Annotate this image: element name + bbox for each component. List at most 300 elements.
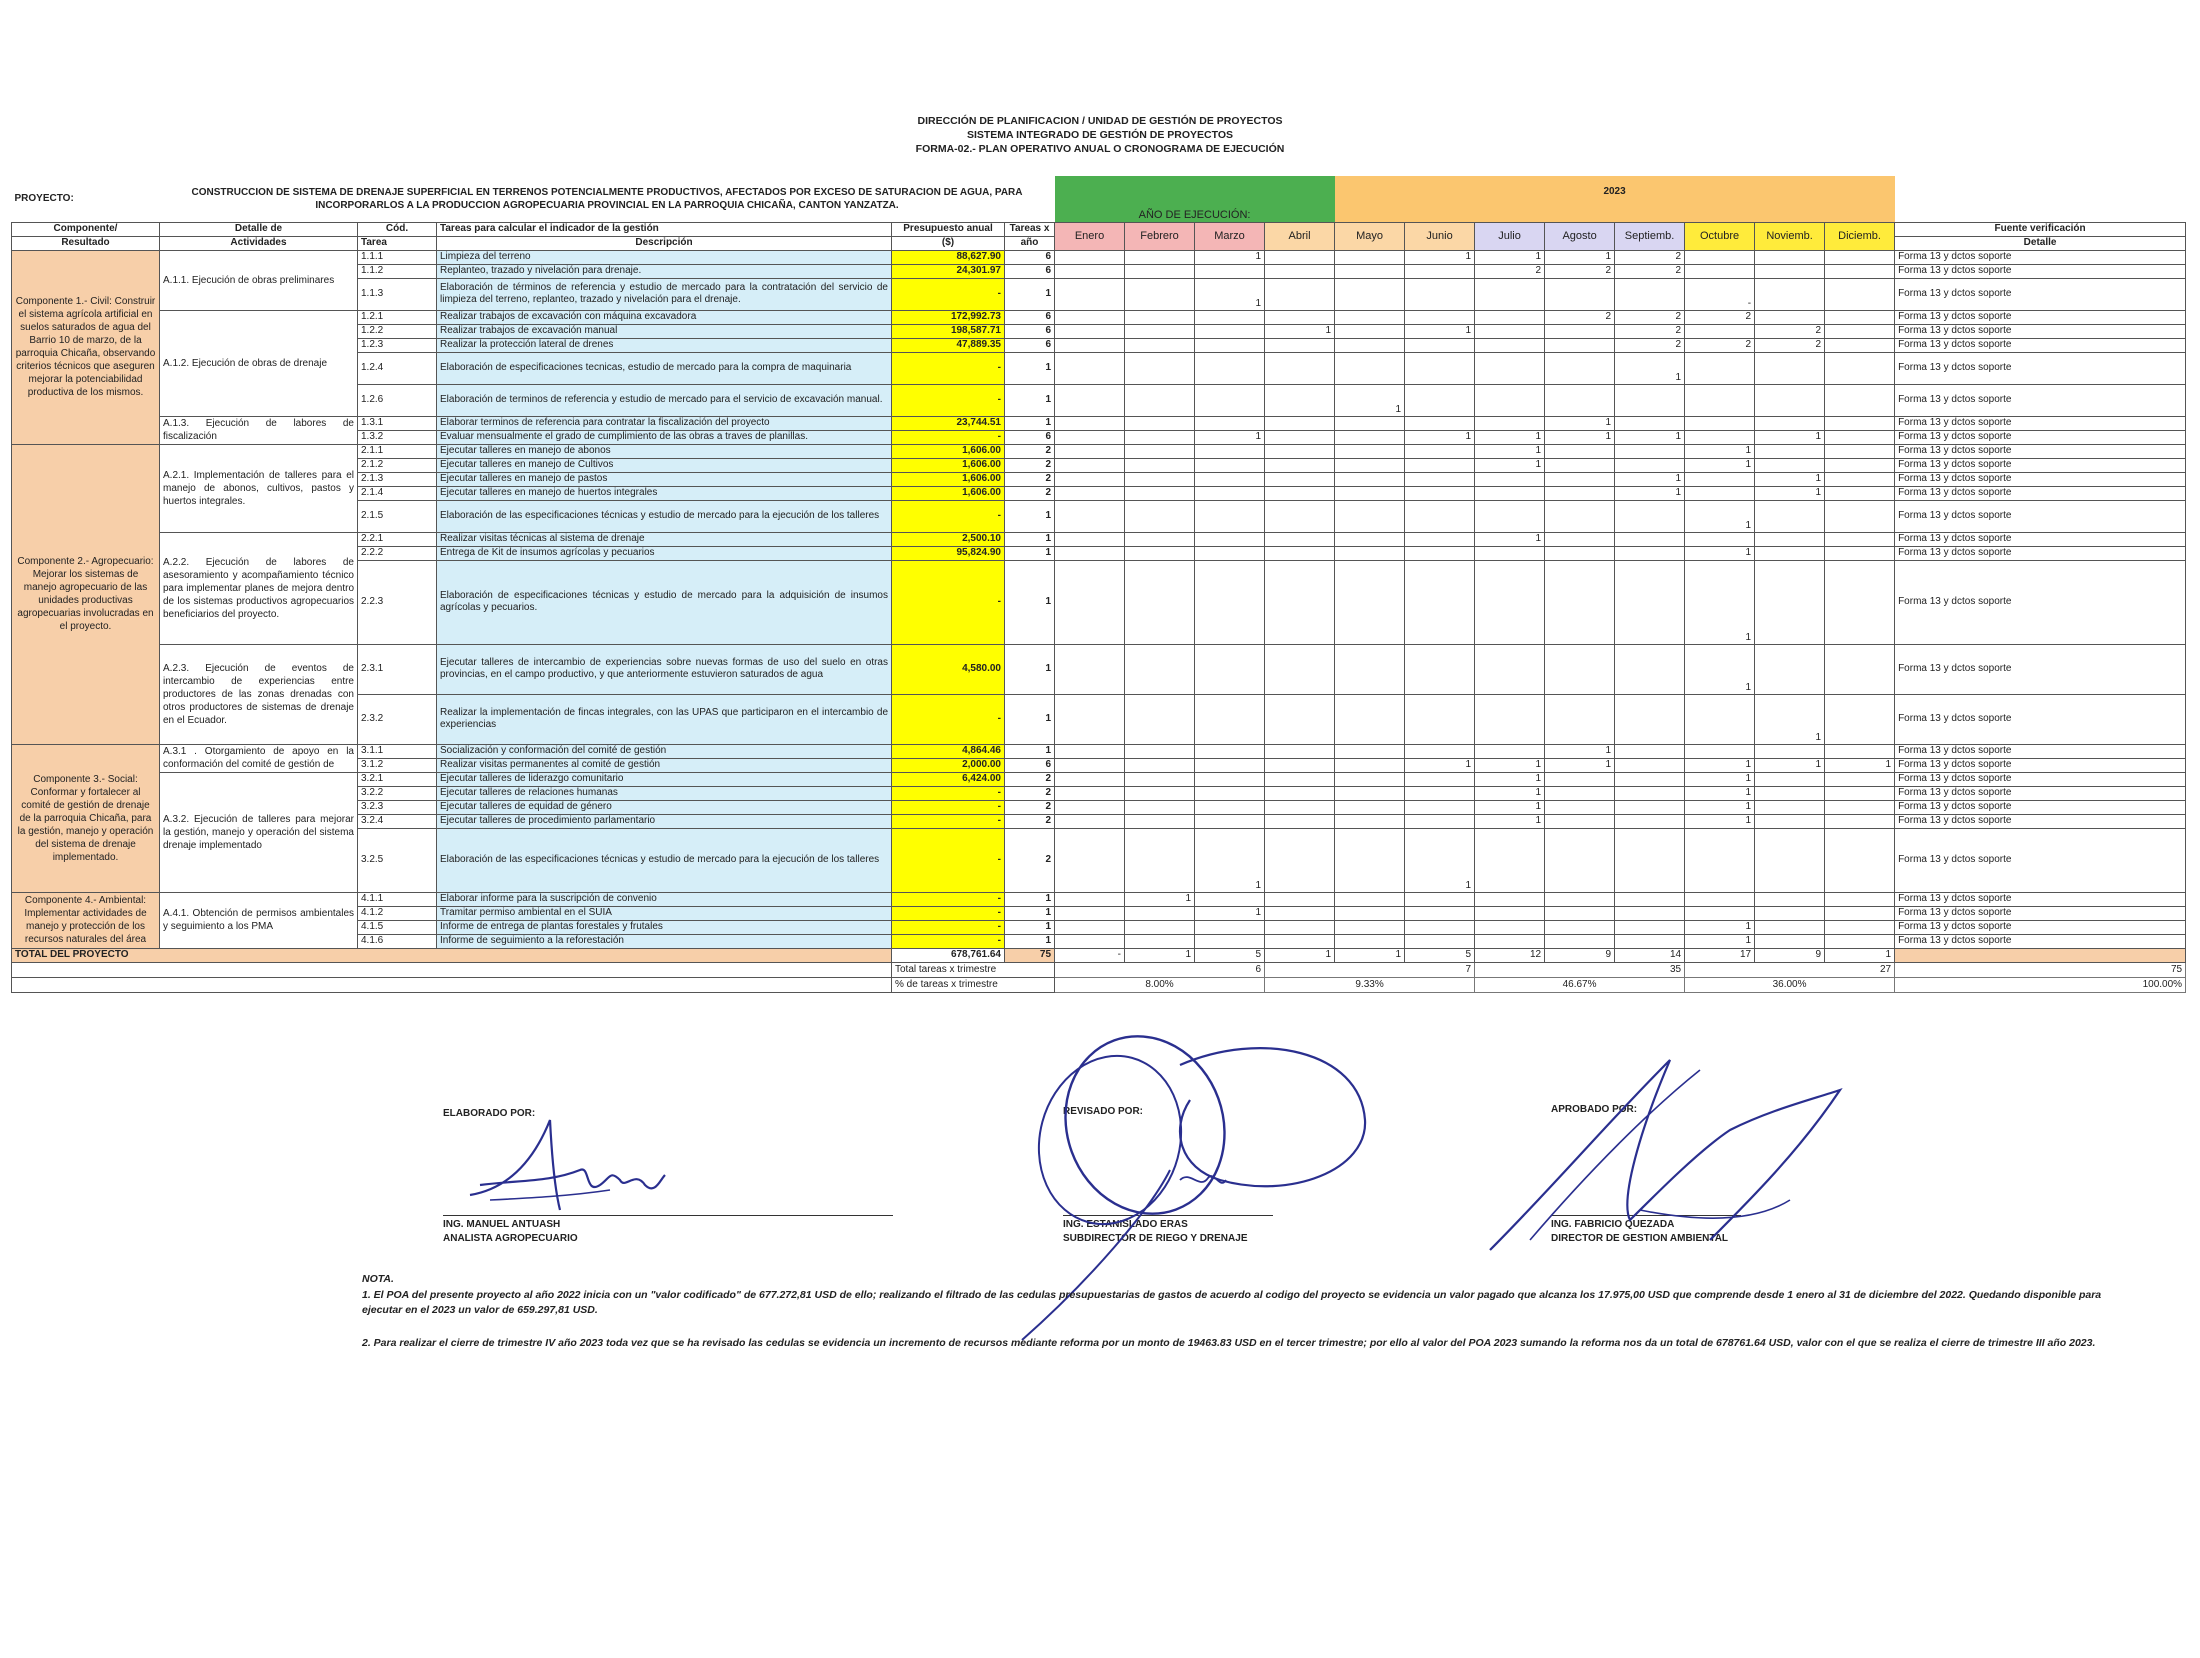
verification-source: Forma 13 y dctos soporte <box>1895 486 2186 500</box>
total-row <box>12 948 2186 962</box>
month-value <box>1475 352 1545 384</box>
month-value <box>1545 694 1615 744</box>
month-value <box>1685 486 1755 500</box>
month-value <box>1825 560 1895 644</box>
month-value <box>1125 250 1195 264</box>
verification-source: Forma 13 y dctos soporte <box>1895 800 2186 814</box>
verification-source: Forma 13 y dctos soporte <box>1895 694 2186 744</box>
month-value: 1 <box>1615 352 1685 384</box>
month-value <box>1615 500 1685 532</box>
month-value <box>1125 324 1195 338</box>
month-value <box>1195 264 1265 278</box>
month-value <box>1125 744 1195 758</box>
month-value <box>1265 444 1335 458</box>
task-budget: 4,580.00 <box>892 644 1005 694</box>
task-description: Informe de seguimiento a la reforestación <box>437 934 892 948</box>
month-value <box>1125 500 1195 532</box>
month-value <box>1825 486 1895 500</box>
task-code: 3.2.1 <box>358 772 437 786</box>
month-value: 2 <box>1685 310 1755 324</box>
month-value <box>1265 744 1335 758</box>
month-value: 1 <box>1475 758 1545 772</box>
month-value <box>1405 416 1475 430</box>
verification-source: Forma 13 y dctos soporte <box>1895 546 2186 560</box>
month-value <box>1825 934 1895 948</box>
table-row <box>12 644 2186 694</box>
month-value <box>1055 444 1125 458</box>
task-budget: 1,606.00 <box>892 472 1005 486</box>
month-value: 1 <box>1685 920 1755 934</box>
task-count: 1 <box>1005 892 1055 906</box>
task-description: Elaboración de términos de referencia y estudio de mercado para la contratación del servicio de limpieza del terreno, replanteo, trazado y nivelación para el drenaje. <box>437 278 892 310</box>
activity-cell: A.2.3. Ejecución de eventos de intercambio de experiencias entre productores de las zonas drenadas con otros productores de sistemas de drenaje en el Ecuador. <box>160 644 358 744</box>
signature-scrawl-aprobado <box>1470 1050 1890 1260</box>
task-count: 1 <box>1005 934 1055 948</box>
total-month-value: 9 <box>1755 948 1825 962</box>
month-value <box>1475 906 1545 920</box>
year-value: 2023 <box>1335 176 1895 222</box>
month-abril: Abril <box>1265 222 1335 250</box>
total-source-empty <box>1895 948 2186 962</box>
verification-source: Forma 13 y dctos soporte <box>1895 934 2186 948</box>
month-value <box>1825 800 1895 814</box>
month-value: 1 <box>1685 444 1755 458</box>
month-value <box>1055 352 1125 384</box>
month-value <box>1545 828 1615 892</box>
task-count: 2 <box>1005 786 1055 800</box>
month-value <box>1195 352 1265 384</box>
month-value <box>1265 264 1335 278</box>
month-value <box>1055 250 1125 264</box>
month-value: 1 <box>1545 250 1615 264</box>
month-value <box>1055 278 1125 310</box>
month-value <box>1825 814 1895 828</box>
total-month-value: 5 <box>1195 948 1265 962</box>
month-value <box>1265 906 1335 920</box>
month-value <box>1545 772 1615 786</box>
month-value <box>1755 500 1825 532</box>
verification-source: Forma 13 y dctos soporte <box>1895 772 2186 786</box>
task-count: 6 <box>1005 264 1055 278</box>
month-value <box>1405 906 1475 920</box>
verification-source: Forma 13 y dctos soporte <box>1895 458 2186 472</box>
month-value <box>1265 416 1335 430</box>
month-value <box>1615 458 1685 472</box>
task-code: 2.1.5 <box>358 500 437 532</box>
note-1: 1. El POA del presente proyecto al año 2022 inicia con un "valor codificado" de 677.272,81 USD de ello; realizando el filtrado de las cedulas presupuestarias de gastos de acuerdo al codigo del proyecto se evidencia un valor pagado que alcanza los 17.975,00 USD que comprende desde 1 enero al 31 de diciembre del 2022. Quedando disponible para ejecutar en el 2023 un valor de 659.297,81 USD. <box>362 1289 2102 1316</box>
month-value <box>1405 338 1475 352</box>
month-value: 1 <box>1475 444 1545 458</box>
month-value <box>1195 800 1265 814</box>
month-value <box>1265 644 1335 694</box>
month-value <box>1055 430 1125 444</box>
task-description: Ejecutar talleres de equidad de género <box>437 800 892 814</box>
month-value <box>1545 458 1615 472</box>
month-value <box>1405 800 1475 814</box>
total-month-value: 1 <box>1825 948 1895 962</box>
month-value <box>1475 828 1545 892</box>
activity-cell: A.2.1. Implementación de talleres para el manejo de abonos, cultivos, pastos y huertos integrales. <box>160 444 358 532</box>
task-code: 2.1.3 <box>358 472 437 486</box>
month-febrero: Febrero <box>1125 222 1195 250</box>
month-value: 1 <box>1545 416 1615 430</box>
total-tasks: 75 <box>1005 948 1055 962</box>
activity-cell: A.4.1. Obtención de permisos ambientales y seguimiento a los PMA <box>160 892 358 948</box>
month-value <box>1055 500 1125 532</box>
month-value: - <box>1685 278 1755 310</box>
month-value <box>1545 532 1615 546</box>
month-value <box>1265 560 1335 644</box>
month-value <box>1755 828 1825 892</box>
table-row <box>12 250 2186 264</box>
month-value <box>1055 920 1125 934</box>
month-value <box>1335 250 1405 264</box>
notes-title: NOTA. <box>362 1273 394 1285</box>
month-value <box>1055 338 1125 352</box>
task-count: 6 <box>1005 758 1055 772</box>
month-value <box>1195 560 1265 644</box>
task-description: Tramitar permiso ambiental en el SUIA <box>437 906 892 920</box>
month-value <box>1055 934 1125 948</box>
month-value <box>1335 264 1405 278</box>
month-value <box>1475 486 1545 500</box>
task-code: 3.2.2 <box>358 786 437 800</box>
month-value <box>1405 744 1475 758</box>
task-code: 2.1.2 <box>358 458 437 472</box>
month-value: 1 <box>1685 458 1755 472</box>
month-value <box>1125 532 1195 546</box>
month-value <box>1195 384 1265 416</box>
signature-title: ELABORADO POR: <box>443 1108 536 1119</box>
col-cod: Cód. <box>358 222 437 236</box>
month-junio: Junio <box>1405 222 1475 250</box>
month-value: 1 <box>1265 324 1335 338</box>
month-value: 1 <box>1475 786 1545 800</box>
month-value <box>1335 486 1405 500</box>
summary-pct-row <box>12 977 2186 992</box>
month-value <box>1685 828 1755 892</box>
month-value <box>1825 278 1895 310</box>
month-value <box>1055 416 1125 430</box>
month-value: 1 <box>1405 430 1475 444</box>
task-description: Realizar visitas permanentes al comité de gestión <box>437 758 892 772</box>
month-value <box>1335 892 1405 906</box>
month-value <box>1195 772 1265 786</box>
verification-source: Forma 13 y dctos soporte <box>1895 278 2186 310</box>
verification-source: Forma 13 y dctos soporte <box>1895 430 2186 444</box>
month-value <box>1335 324 1405 338</box>
year-label: AÑO DE EJECUCIÓN: <box>1055 176 1335 222</box>
summary-tasks-row <box>12 962 2186 977</box>
task-code: 1.3.2 <box>358 430 437 444</box>
month-septiembre: Septiemb. <box>1615 222 1685 250</box>
month-value <box>1335 338 1405 352</box>
month-value <box>1195 324 1265 338</box>
month-value <box>1195 486 1265 500</box>
month-value <box>1615 694 1685 744</box>
col-presupuesto: Presupuesto anual <box>892 222 1005 236</box>
month-value <box>1265 500 1335 532</box>
task-code: 2.2.3 <box>358 560 437 644</box>
month-value <box>1685 694 1755 744</box>
month-value <box>1615 800 1685 814</box>
month-value <box>1335 828 1405 892</box>
month-value <box>1755 416 1825 430</box>
task-count: 1 <box>1005 416 1055 430</box>
month-value <box>1825 644 1895 694</box>
month-value <box>1335 444 1405 458</box>
col-tareas-calc: Tareas para calcular el indicador de la gestión <box>437 222 892 236</box>
month-value <box>1755 546 1825 560</box>
month-value <box>1545 444 1615 458</box>
month-value <box>1755 444 1825 458</box>
table-row <box>12 444 2186 458</box>
month-value <box>1545 278 1615 310</box>
col-detalle: Detalle de <box>160 222 358 236</box>
month-value <box>1545 934 1615 948</box>
month-value <box>1825 694 1895 744</box>
month-value <box>1475 384 1545 416</box>
task-description: Realizar la protección lateral de drenes <box>437 338 892 352</box>
month-value <box>1195 744 1265 758</box>
month-value <box>1055 906 1125 920</box>
activity-cell: A.1.1. Ejecución de obras preliminares <box>160 250 358 310</box>
project-title: CONSTRUCCION DE SISTEMA DE DRENAJE SUPERFICIAL EN TERRENOS POTENCIALMENTE PRODUCTIVOS, AFECTADOS POR EXCESO DE SATURACION DE AGUA, PARA INCORPORARLOS A LA PRODUCCION AGROPECUARIA PROVINCIAL EN LA PARROQUIA CHICAÑA, CANTON YANZATZA. <box>191 186 1023 211</box>
month-value: 1 <box>1685 758 1755 772</box>
month-value <box>1825 472 1895 486</box>
month-value <box>1335 416 1405 430</box>
month-value <box>1615 814 1685 828</box>
header-row-1 <box>12 222 2186 236</box>
table-row <box>12 892 2186 906</box>
task-description: Replanteo, trazado y nivelación para drenaje. <box>437 264 892 278</box>
task-code: 3.1.1 <box>358 744 437 758</box>
task-budget: 88,627.90 <box>892 250 1005 264</box>
task-code: 4.1.1 <box>358 892 437 906</box>
signature-name-elaborado: ING. MANUEL ANTUASH ANALISTA AGROPECUARIO <box>443 1219 578 1244</box>
task-code: 3.2.5 <box>358 828 437 892</box>
month-value <box>1195 786 1265 800</box>
activity-cell: A.1.2. Ejecución de obras de drenaje <box>160 310 358 416</box>
month-value <box>1825 772 1895 786</box>
month-value <box>1195 458 1265 472</box>
month-value <box>1825 828 1895 892</box>
month-value <box>1545 352 1615 384</box>
task-count: 2 <box>1005 486 1055 500</box>
verification-source: Forma 13 y dctos soporte <box>1895 828 2186 892</box>
month-value <box>1265 758 1335 772</box>
task-description: Ejecutar talleres de relaciones humanas <box>437 786 892 800</box>
task-description: Elaboración de terminos de referencia y estudio de mercado para el servicio de excavación manual. <box>437 384 892 416</box>
task-count: 1 <box>1005 352 1055 384</box>
month-value <box>1335 546 1405 560</box>
month-value <box>1685 892 1755 906</box>
month-value <box>1265 278 1335 310</box>
month-value <box>1755 278 1825 310</box>
month-value <box>1475 338 1545 352</box>
month-value <box>1405 694 1475 744</box>
month-value <box>1685 906 1755 920</box>
month-value: 1 <box>1125 892 1195 906</box>
month-value <box>1055 384 1125 416</box>
month-value: 1 <box>1685 644 1755 694</box>
task-description: Ejecutar talleres en manejo de huertos integrales <box>437 486 892 500</box>
task-budget: - <box>892 892 1005 906</box>
verification-source: Forma 13 y dctos soporte <box>1895 338 2186 352</box>
month-value <box>1055 758 1125 772</box>
verification-source: Forma 13 y dctos soporte <box>1895 352 2186 384</box>
month-value: 1 <box>1685 546 1755 560</box>
task-description: Elaborar terminos de referencia para contratar la fiscalización del proyecto <box>437 416 892 430</box>
month-value <box>1615 384 1685 416</box>
month-value: 1 <box>1405 758 1475 772</box>
month-value <box>1405 892 1475 906</box>
month-value: 1 <box>1685 772 1755 786</box>
task-budget: 6,424.00 <box>892 772 1005 786</box>
signature-title: APROBADO POR: <box>1551 1104 1638 1115</box>
month-value <box>1335 814 1405 828</box>
total-month-value: 17 <box>1685 948 1755 962</box>
verification-source: Forma 13 y dctos soporte <box>1895 892 2186 906</box>
activity-cell: A.3.1 . Otorgamiento de apoyo en la conformación del comité de gestión de <box>160 744 358 772</box>
month-value <box>1475 920 1545 934</box>
month-enero: Enero <box>1055 222 1125 250</box>
month-value <box>1685 264 1755 278</box>
month-value <box>1825 532 1895 546</box>
month-value <box>1265 772 1335 786</box>
task-budget: 1,606.00 <box>892 458 1005 472</box>
month-value <box>1125 444 1195 458</box>
month-value: 2 <box>1755 324 1825 338</box>
task-description: Realizar visitas técnicas al sistema de drenaje <box>437 532 892 546</box>
month-value <box>1825 444 1895 458</box>
task-code: 2.2.1 <box>358 532 437 546</box>
verification-source: Forma 13 y dctos soporte <box>1895 758 2186 772</box>
note-2: 2. Para realizar el cierre de trimestre IV año 2023 toda vez que se ha revisado las cedulas se evidencia un incremento de recursos mediante reforma por un monto de 19463.83 USD en el tercer trimestre; por ello al valor del POA 2023 sumando la reforma nos da un total de 678761.64 USD, valor con el que se realiza el cierre de trimestre III año 2023. <box>362 1337 2096 1349</box>
task-budget: - <box>892 694 1005 744</box>
col-anio: año <box>1005 236 1055 250</box>
task-description: Ejecutar talleres de intercambio de experiencias sobre nuevas formas de uso del suelo en otras provincias, en el campo productivo, y que anteriormente estuvieron saturados de agua <box>437 644 892 694</box>
month-value: 1 <box>1475 772 1545 786</box>
project-label: PROYECTO: <box>14 192 74 204</box>
month-value: 1 <box>1195 828 1265 892</box>
task-count: 1 <box>1005 644 1055 694</box>
month-value: 1 <box>1475 250 1545 264</box>
month-value <box>1265 250 1335 264</box>
task-count: 2 <box>1005 444 1055 458</box>
month-value <box>1265 338 1335 352</box>
task-count: 6 <box>1005 430 1055 444</box>
month-value <box>1405 772 1475 786</box>
task-code: 1.3.1 <box>358 416 437 430</box>
month-value <box>1125 384 1195 416</box>
task-description: Elaboración de las especificaciones técnicas y estudio de mercado para la ejecución de los talleres <box>437 500 892 532</box>
month-value: 1 <box>1685 560 1755 644</box>
month-value <box>1405 444 1475 458</box>
month-value <box>1615 920 1685 934</box>
table-row <box>12 532 2186 546</box>
month-value <box>1405 458 1475 472</box>
month-value: 1 <box>1335 384 1405 416</box>
month-value <box>1755 264 1825 278</box>
month-value <box>1405 384 1475 416</box>
month-value <box>1125 472 1195 486</box>
quarter-value: 7 <box>1265 962 1475 977</box>
activity-cell: A.1.3. Ejecución de labores de fiscalización <box>160 416 358 444</box>
month-value <box>1825 786 1895 800</box>
month-value <box>1755 814 1825 828</box>
month-value <box>1405 560 1475 644</box>
month-value: 2 <box>1615 310 1685 324</box>
month-value <box>1755 352 1825 384</box>
task-code: 3.2.3 <box>358 800 437 814</box>
month-value <box>1335 772 1405 786</box>
signature-name-revisado: ING. ESTANISLADO ERAS SUBDIRECTOR DE RIEGO Y DRENAJE <box>1063 1219 1248 1244</box>
month-value <box>1125 546 1195 560</box>
month-value <box>1195 310 1265 324</box>
month-value: 1 <box>1405 250 1475 264</box>
task-budget: - <box>892 384 1005 416</box>
month-value <box>1265 546 1335 560</box>
header-line-3: FORMA-02.- PLAN OPERATIVO ANUAL O CRONOGRAMA DE EJECUCIÓN <box>915 143 1285 155</box>
task-budget: - <box>892 352 1005 384</box>
task-budget: 24,301.97 <box>892 264 1005 278</box>
component-cell: Componente 3.- Social: Conformar y fortalecer al comité de gestión de drenaje de la parroquia Chicaña, para la gestión, manejo y operación del sistema de drenaje implementado. <box>12 744 160 892</box>
verification-source: Forma 13 y dctos soporte <box>1895 814 2186 828</box>
task-count: 6 <box>1005 250 1055 264</box>
task-description: Ejecutar talleres en manejo de Cultivos <box>437 458 892 472</box>
month-value: 1 <box>1755 758 1825 772</box>
month-value <box>1545 644 1615 694</box>
month-value <box>1685 472 1755 486</box>
verification-source: Forma 13 y dctos soporte <box>1895 264 2186 278</box>
month-value <box>1615 744 1685 758</box>
month-value <box>1195 416 1265 430</box>
month-value <box>1335 352 1405 384</box>
month-value: 1 <box>1685 500 1755 532</box>
month-value: 1 <box>1475 458 1545 472</box>
month-value <box>1125 458 1195 472</box>
task-count: 1 <box>1005 532 1055 546</box>
task-description: Elaboración de especificaciones tecnicas, estudio de mercado para la compra de maquinaria <box>437 352 892 384</box>
month-value <box>1265 472 1335 486</box>
month-value: 1 <box>1195 278 1265 310</box>
month-value <box>1195 644 1265 694</box>
month-value <box>1545 892 1615 906</box>
total-month-value: 1 <box>1335 948 1405 962</box>
month-value <box>1335 644 1405 694</box>
task-count: 1 <box>1005 560 1055 644</box>
month-value: 2 <box>1755 338 1825 352</box>
summary-total: 75 <box>1895 962 2186 977</box>
activity-cell: A.3.2. Ejecución de talleres para mejorar la gestión, manejo y operación del sistema drenaje implementado <box>160 772 358 892</box>
col-componente: Componente/ <box>12 222 160 236</box>
month-value <box>1335 458 1405 472</box>
project-row <box>12 176 2186 222</box>
month-value <box>1125 814 1195 828</box>
month-value <box>1265 814 1335 828</box>
month-value <box>1055 744 1125 758</box>
month-value <box>1755 532 1825 546</box>
month-value <box>1545 500 1615 532</box>
task-budget: 1,606.00 <box>892 444 1005 458</box>
month-value <box>1825 920 1895 934</box>
month-value <box>1405 352 1475 384</box>
month-value <box>1335 694 1405 744</box>
month-value <box>1755 310 1825 324</box>
month-value: 1 <box>1195 906 1265 920</box>
verification-source: Forma 13 y dctos soporte <box>1895 250 2186 264</box>
